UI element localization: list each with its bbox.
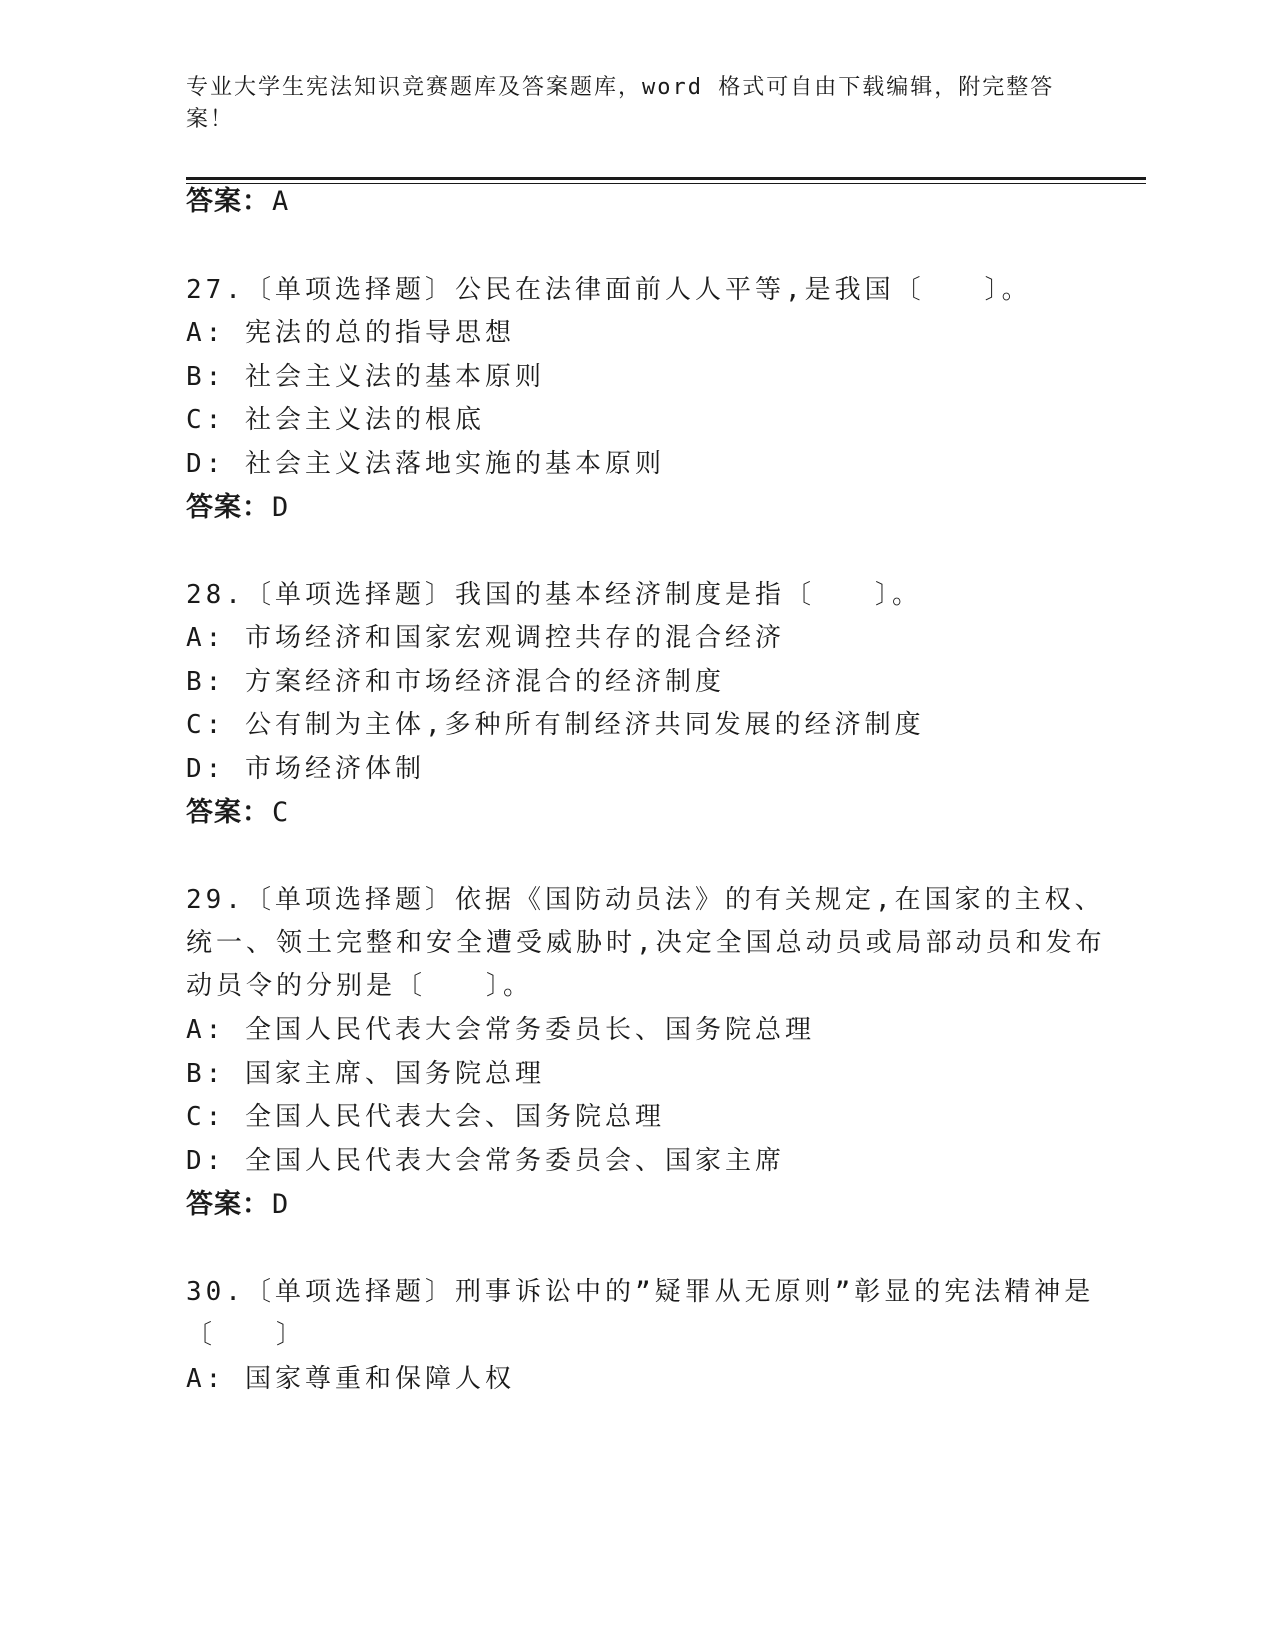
question-stem-line-1: 30.〔单项选择题〕刑事诉讼中的”疑罪从无原则”彰显的宪法精神是 — [186, 1277, 1095, 1307]
document-header — [186, 72, 1066, 136]
option-b: B: 社会主义法的基本原则 — [186, 362, 545, 392]
answer-label: 答案： — [186, 186, 270, 217]
answer-label: 答案： — [186, 1189, 270, 1220]
option-d: D: 市场经济体制 — [186, 754, 425, 784]
option-a: A: 宪法的总的指导思想 — [186, 318, 515, 348]
answer — [186, 490, 289, 526]
option-c: C: 全国人民代表大会、国务院总理 — [186, 1102, 665, 1132]
question-stem-line-3: 动员令的分别是〔 〕。 — [186, 971, 534, 1001]
question-stem-line-1: 29.〔单项选择题〕依据《国防动员法》的有关规定,在国家的主权、 — [186, 885, 1105, 915]
answer-value: D — [272, 1189, 290, 1220]
answer-value: D — [272, 492, 290, 523]
answer-label: 答案： — [186, 797, 270, 828]
question-stem-line-2: 统一、领土完整和安全遭受威胁时,决定全国总动员或局部动员和发布 — [186, 928, 1106, 958]
answer-value: C — [272, 797, 290, 828]
option-c: C: 社会主义法的根底 — [186, 405, 485, 435]
option-b: B: 方案经济和市场经济混合的经济制度 — [186, 667, 725, 697]
header-line-2: 案！ — [186, 107, 235, 132]
question-stem: 28.〔单项选择题〕我国的基本经济制度是指〔 〕。 — [186, 580, 922, 610]
document-page — [186, 0, 1146, 1650]
header-line-1: 专业大学生宪法知识竞赛题库及答案题库，word 格式可自由下载编辑，附完整答 — [186, 75, 1055, 100]
answer — [186, 795, 289, 831]
option-a: A: 全国人民代表大会常务委员长、国务院总理 — [186, 1015, 815, 1045]
option-d: D: 全国人民代表大会常务委员会、国家主席 — [186, 1146, 785, 1176]
option-c: C: 公有制为主体,多种所有制经济共同发展的经济制度 — [186, 710, 925, 740]
answer-label: 答案： — [186, 492, 270, 523]
option-d: D: 社会主义法落地实施的基本原则 — [186, 449, 665, 479]
header-divider-thick — [186, 177, 1146, 180]
option-a: A: 国家尊重和保障人权 — [186, 1364, 515, 1394]
question-stem-line-2: 〔 〕 — [186, 1320, 307, 1350]
answer — [186, 1187, 289, 1223]
header-divider-thin — [186, 183, 1146, 184]
option-b: B: 国家主席、国务院总理 — [186, 1059, 545, 1089]
answer-value: A — [272, 186, 290, 217]
option-a: A: 市场经济和国家宏观调控共存的混合经济 — [186, 623, 785, 653]
question-stem: 27.〔单项选择题〕公民在法律面前人人平等,是我国〔 〕。 — [186, 275, 1032, 305]
answer-prev — [186, 184, 289, 220]
